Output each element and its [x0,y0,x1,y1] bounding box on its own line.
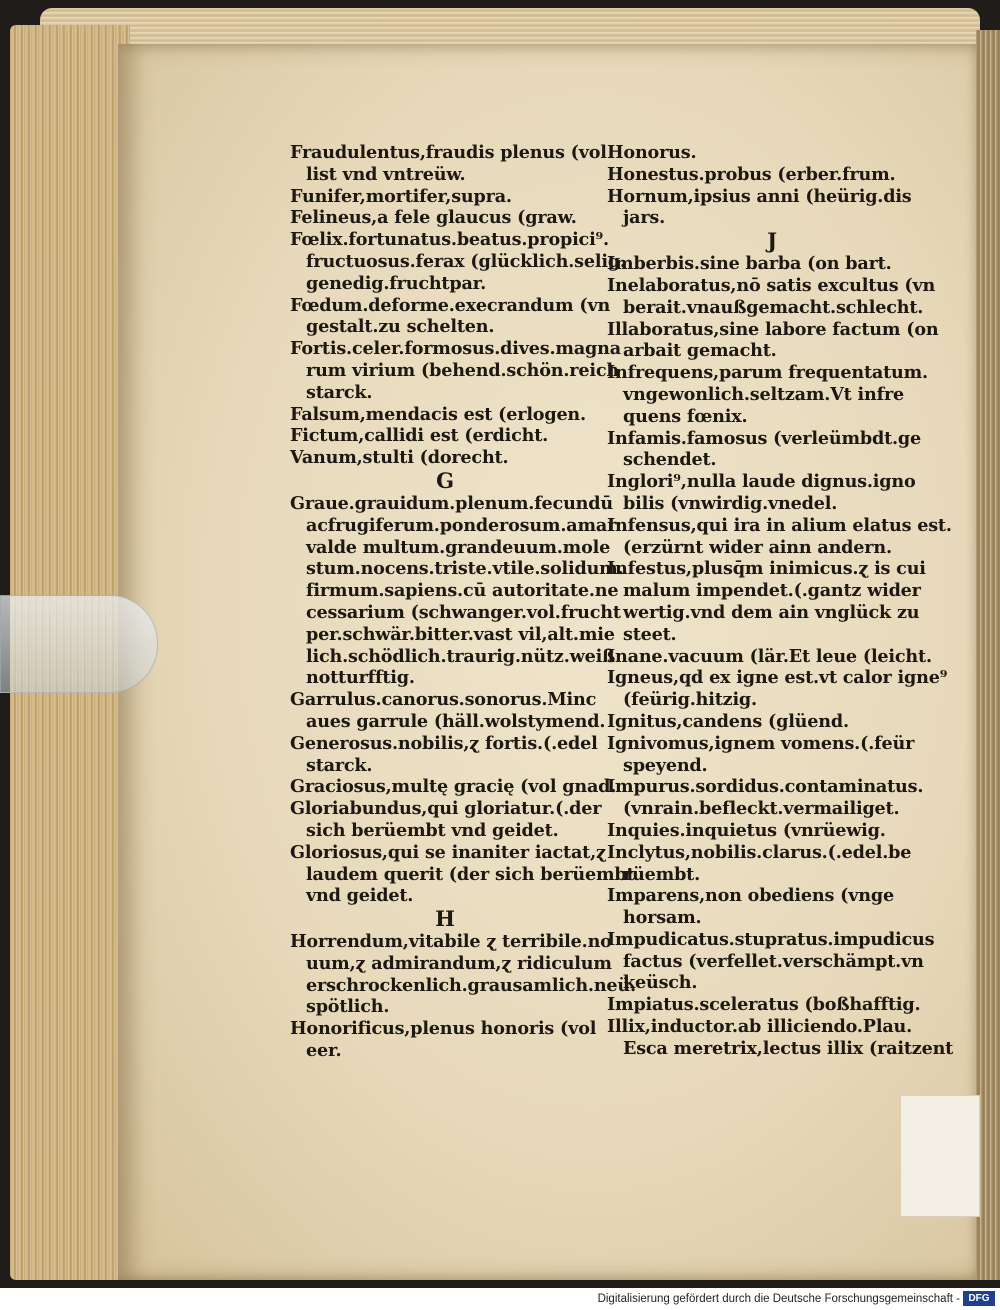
book-gutter-strip [976,30,1000,1280]
entry-line: uum,ɀ admirandum,ɀ ridiculum [306,952,612,974]
dictionary-entry [290,931,636,1018]
entry-line: Honestus.probus (erber.frum. [607,163,896,185]
letter-section-heading: J [767,228,777,254]
entry-line: cessarium (schwanger.vol.frucht [306,601,621,623]
entry-line: Falsum,mendacis est (erlogen. [290,403,586,425]
dictionary-entry [607,428,937,472]
entry-line: quens fœnix. [623,405,748,427]
entry-line: Impurus.sordidus.contaminatus. [607,776,924,798]
entry-line: Funifer,mortifer,supra. [290,185,512,207]
entry-line: Hornum,ipsius anni (heürig.dis [607,185,912,207]
entry-line: rüembt. [623,863,701,885]
dictionary-entry [290,776,617,798]
dictionary-entry [290,733,600,777]
dictionary-entry [290,186,600,208]
entry-line: Inquies.inquietus (vnrüewig. [607,819,886,841]
entry-line: Infestus,plusq̄m inimicus.ɀ is cui [607,558,926,580]
entry-line: horsam. [623,907,702,929]
entry-line: berait.vnaußgemacht.schlecht. [623,296,924,318]
entry-line: rum virium (behend.schön.reich [306,359,619,381]
entry-line: Fœdum.deforme.execrandum (vn [290,294,611,316]
dictionary-entry [290,338,621,403]
dictionary-entry [607,514,952,559]
dictionary-entry [290,689,606,733]
entry-line: Imparens,non obediens (vnge [607,885,894,907]
letter-section-heading: H [435,906,455,932]
entry-line: jars. [623,207,666,229]
dictionary-entry [607,275,937,319]
dictionary-entry [607,471,937,515]
entry-line: Inelaboratus,nō satis excultus (vn [607,274,936,296]
entry-line: genedig.fruchtpar. [306,272,487,294]
entry-line: wertig.vnd dem ain vnglück zu [623,601,920,623]
entry-line: Fœlix.fortunatus.beatus.propici⁹. [290,229,609,251]
dictionary-entry [290,229,626,294]
dictionary-entry [290,207,600,229]
entry-line: arbait gemacht. [623,340,777,362]
paper-patch [900,1095,980,1217]
book-top-edge [40,8,980,48]
dictionary-entry [607,929,937,994]
entry-line: Ignivomus,ignem vomens.(.feür [607,732,915,754]
entry-line: eer. [306,1040,342,1062]
letter-section-heading: G [436,467,454,493]
entry-line: Graue.grauidum.plenum.fecundū [290,492,613,514]
entry-line: starck. [306,754,373,776]
entry-line: erschrockenlich.grausamlich.neü. [306,974,636,996]
entry-line: (vnrain.befleckt.vermailiget. [623,798,900,820]
dictionary-entry [607,1016,954,1060]
entry-line: Gloriabundus,qui gloriatur.(.der [290,798,602,820]
entry-line: Impiatus.sceleratus (boßhafftig. [607,994,921,1016]
entry-line: factus (verfellet.verschämpt.vn [623,950,924,972]
dictionary-entry [290,447,600,469]
entry-line: laudem querit (der sich berüembt [306,863,635,885]
entry-line: Gloriosus,qui se inaniter iactat,ɀ [290,841,606,863]
entry-line: spötlich. [306,996,390,1018]
entry-line: Igneus,qd ex igne est.vt calor igne⁹ [607,667,948,689]
entry-line: Infamis.famosus (verleümbdt.ge [607,427,922,449]
dictionary-entry [290,492,624,689]
entry-line: Felineus,a fele glaucus (graw. [290,207,577,229]
entry-line: Graciosus,multę gracię (vol gnad. [290,776,617,798]
dictionary-entry [290,1018,600,1062]
entry-line: stum.nocens.triste.vtile.solidum. [306,558,624,580]
entry-line: Illix,inductor.ab illiciendo.Plau. [607,1016,913,1038]
footer-bar [0,1288,1000,1310]
dictionary-entry [290,142,607,186]
entry-line: Vanum,stulti (dorecht. [290,447,509,469]
dictionary-entry [290,425,600,447]
entry-line: steet. [623,623,677,645]
entry-line: Inglori⁹,nulla laude dignus.igno [607,471,916,493]
entry-line: Garrulus.canorus.sonorus.Minc [290,689,597,711]
entry-line: Esca meretrix,lectus illix (raitzent [623,1037,954,1059]
entry-line: Impudicatus.stupratus.impudicus [607,928,935,950]
entry-line: firmum.sapiens.cū autoritate.ne [306,580,619,602]
entry-line: vngewonlich.seltzam.Vt infre [623,383,905,405]
dictionary-entry [607,885,937,929]
dictionary-entry [290,841,635,907]
entry-line: speyend. [623,754,708,776]
entry-line: fructuosus.ferax (glücklich.selig. [306,250,626,272]
dictionary-entry [607,362,937,427]
dictionary-entry [607,319,937,363]
entry-line: notturfftig. [306,667,415,689]
dictionary-entry [607,842,937,886]
entry-line: Fortis.celer.formosus.dives.magna [290,338,621,360]
entry-line: gestalt.zu schelten. [306,316,495,338]
entry-line: lich.schödlich.traurig.nütz.weiß [306,645,616,667]
entry-line: malum impendet.(.gantz wider [623,580,921,602]
entry-line: (feürig.hitzig. [623,689,757,711]
dictionary-entry [607,776,937,820]
entry-line: vnd geidet. [306,885,414,907]
dictionary-entry [607,164,937,186]
right-text-column [607,142,954,1060]
dfg-logo: DFG [963,1291,995,1306]
dictionary-entry [290,798,600,842]
entry-line: valde multum.grandeuum.mole [306,536,611,558]
left-text-column [290,142,636,1062]
entry-line: list vnd vntreüw. [306,163,466,185]
entry-line: per.schwär.bitter.vast vil,alt.mie [306,623,615,645]
dictionary-entry [607,667,948,711]
entry-line: Horrendum,vitabile ɀ terribile.no [290,931,612,953]
entry-line: Fictum,callidi est (erdicht. [290,425,549,447]
entry-line: aues garrule (häll.wolstymend. [306,710,606,732]
dictionary-entry [607,142,937,164]
entry-line: (erzürnt wider ainn andern. [623,536,892,558]
dictionary-entry [607,820,937,842]
dictionary-entry [607,186,937,230]
glass-page-clip [0,595,158,693]
entry-line: Inclytus,nobilis.clarus.(.edel.be [607,841,912,863]
entry-line: Inane.vacuum (lär.Et leue (leicht. [607,645,932,667]
entry-line: bilis (vnwirdig.vnedel. [623,492,838,514]
dictionary-entry [607,994,937,1016]
dictionary-entry [290,404,600,426]
dictionary-entry [607,646,937,668]
entry-line: keüsch. [623,972,698,994]
entry-line: Ignitus,candens (glüend. [607,710,849,732]
dictionary-entry [607,733,937,777]
entry-line: starck. [306,381,373,403]
entry-line: Honorificus,plenus honoris (vol [290,1018,597,1040]
entry-line: Honorus. [607,142,697,163]
entry-line: Fraudulentus,fraudis plenus (vol [290,142,607,163]
entry-line: Infrequens,parum frequentatum. [607,362,928,384]
entry-line: acfrugiferum.ponderosum.amar [306,514,617,536]
entry-line: Illaboratus,sine labore factum (on [607,318,939,340]
entry-line: schendet. [623,449,717,471]
entry-line: Generosus.nobilis,ɀ fortis.(.edel [290,732,598,754]
entry-line: Infensus,qui ira in alium elatus est. [607,514,952,536]
dictionary-entry [290,294,611,339]
footer-credit-text: Digitalisierung gefördert durch die Deutsche Forschungsgemeinschaft - [597,1293,960,1305]
entry-line: Imberbis.sine barba (on bart. [607,253,892,275]
dictionary-entry [607,711,937,733]
dictionary-entry [607,558,937,645]
entry-line: sich berüembt vnd geidet. [306,819,559,841]
dictionary-entry [607,253,937,275]
